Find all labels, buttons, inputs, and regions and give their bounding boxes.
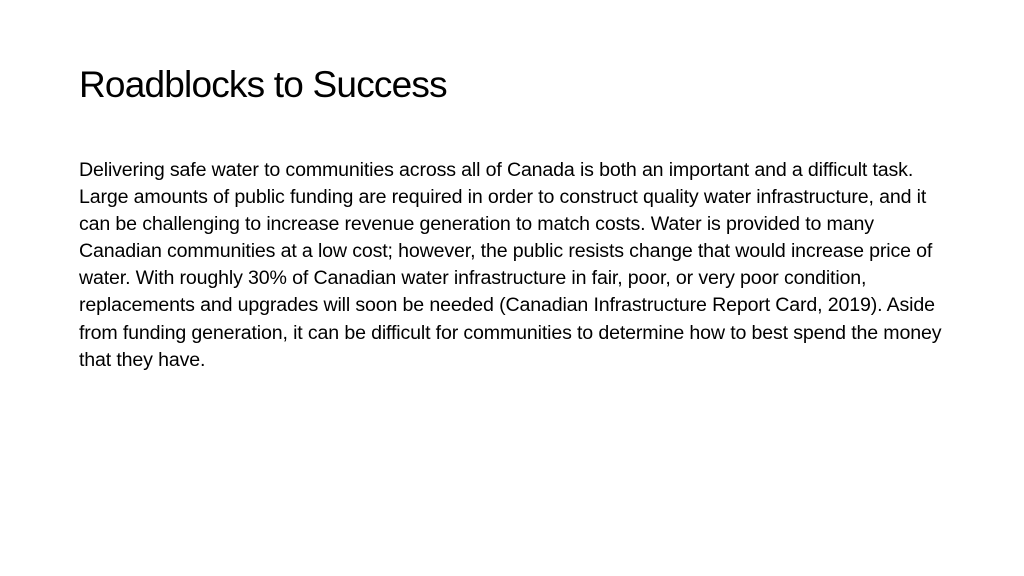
slide-body-text: Delivering safe water to communities across all of Canada is both an important and a difficult task. Large amounts of public funding are required in order to construct quality water infrastructure, and it can be challenging to increase revenue generation to match costs. Water is provided to many Canadian communities at a low cost; however, the public resists change that would increase price of water. With roughly 30% of Canadian water infrastructure in fair, poor, or very poor condition, replacements and upgrades will soon be needed (Canadian Infrastructure Report Card, 2019). Aside from funding generation, it can be difficult for communities to determine how to best spend the money that they have. — [79, 159, 942, 371]
slide-title: Roadblocks to Success — [79, 64, 447, 105]
